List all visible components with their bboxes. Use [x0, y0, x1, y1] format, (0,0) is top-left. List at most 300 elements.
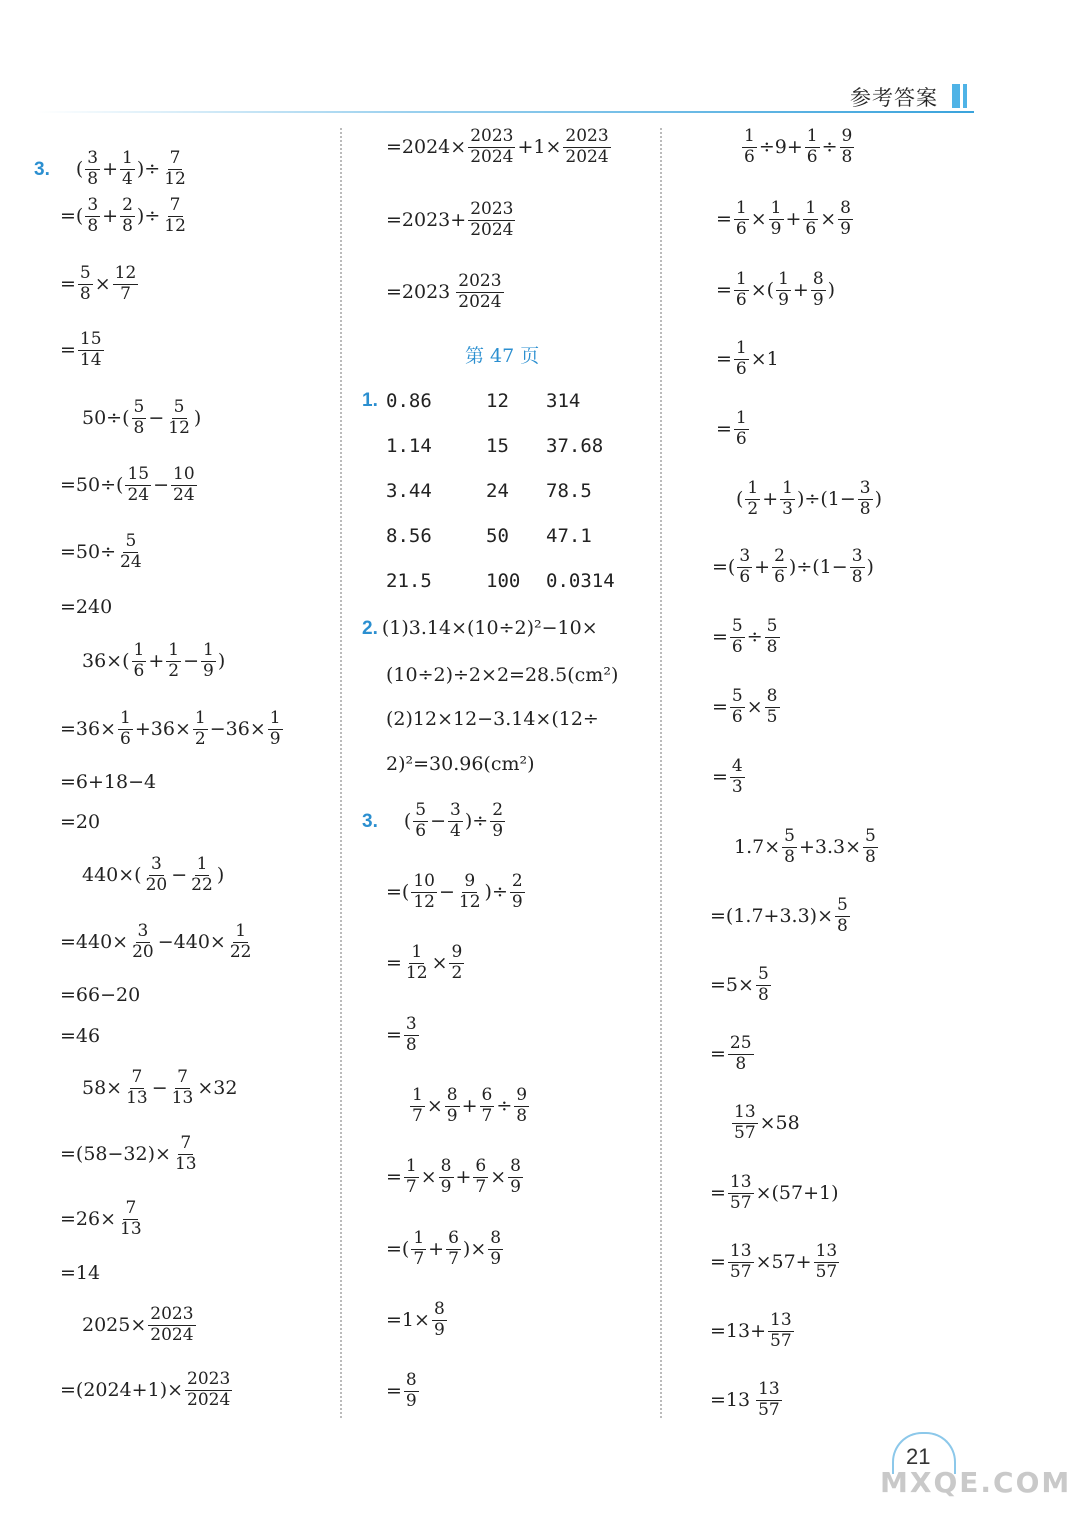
fraction-numerator: 3 — [851, 546, 863, 566]
fraction-denominator: 9 — [405, 1390, 417, 1411]
col1-line-7 — [60, 533, 146, 572]
fraction — [78, 265, 93, 304]
fraction-denominator: 57 — [729, 1192, 752, 1213]
math-text: = — [716, 278, 732, 301]
fraction-numerator: 1 — [411, 942, 423, 962]
fraction-denominator: 8 — [122, 215, 133, 236]
fraction-denominator: 5 — [766, 706, 778, 727]
fraction-numerator: 2023 — [565, 126, 609, 146]
math-text: )÷ — [136, 157, 161, 180]
math-text: =(1.7+3.3)× — [710, 904, 834, 927]
col3-line-6 — [736, 480, 882, 519]
fraction — [413, 802, 428, 841]
fraction-numerator: 1 — [747, 478, 759, 498]
math-text: 440×( — [82, 863, 142, 886]
fraction — [811, 271, 826, 310]
math-text: ×1 — [750, 347, 779, 370]
header-rule — [36, 111, 974, 113]
col3-line-4 — [716, 340, 779, 379]
col2-line-9 — [386, 1158, 525, 1197]
fraction-denominator: 12 — [168, 417, 190, 438]
col1-line-19 — [60, 1200, 146, 1239]
math-text: ) — [216, 863, 225, 886]
fraction — [734, 271, 749, 310]
fraction-denominator: 8 — [851, 566, 863, 587]
math-text: =1× — [386, 1308, 430, 1331]
math-text: = — [386, 1023, 402, 1046]
fraction-denominator: 57 — [729, 1261, 752, 1282]
fraction — [85, 197, 100, 236]
fraction-denominator: 6 — [133, 660, 145, 681]
math-text: = — [60, 272, 76, 295]
math-text: =50÷ — [60, 540, 117, 563]
fraction-numerator: 5 — [757, 964, 769, 984]
fraction-denominator: 57 — [758, 1399, 780, 1420]
fraction — [189, 856, 215, 895]
fraction-numerator: 7 — [169, 148, 181, 168]
fraction — [457, 873, 483, 912]
fraction-denominator: 6 — [120, 728, 131, 749]
page-number: 21 — [906, 1444, 931, 1469]
math-text: 1.7× — [734, 835, 781, 858]
fraction-numerator: 10 — [413, 871, 435, 891]
fraction-denominator: 8 — [784, 846, 795, 867]
fraction-denominator: 8 — [405, 1034, 417, 1055]
fraction — [730, 688, 745, 727]
fraction-numerator: 15 — [79, 329, 102, 349]
math-text: ( — [403, 809, 412, 832]
fraction-denominator: 8 — [516, 1105, 528, 1126]
fraction-denominator: 2 — [194, 728, 206, 749]
math-text: )÷(1− — [797, 487, 856, 510]
fraction-numerator: 3 — [137, 921, 149, 941]
math-text: ) — [193, 406, 202, 429]
math-text: ÷ — [496, 1094, 513, 1117]
table-cell: 15 — [486, 434, 509, 457]
fraction-denominator: 8 — [841, 146, 853, 167]
col3-line-14 — [710, 1035, 756, 1074]
math-text: × — [426, 1094, 443, 1117]
math-text: = — [716, 417, 732, 440]
q1-answer-table — [386, 378, 656, 603]
fraction — [805, 128, 820, 167]
fraction — [772, 548, 787, 587]
column-divider-1 — [340, 128, 342, 1418]
math-text: − — [183, 649, 200, 672]
col3-line-16 — [710, 1174, 839, 1213]
fraction-numerator: 3 — [405, 1014, 417, 1034]
fraction-denominator: 57 — [770, 1330, 792, 1351]
math-text: =50÷( — [60, 473, 124, 496]
math-text: ×32 — [197, 1076, 238, 1099]
fraction-numerator: 5 — [173, 397, 185, 417]
fraction-numerator: 3 — [450, 800, 461, 820]
fraction-denominator: 9 — [511, 891, 523, 912]
fraction-denominator: 24 — [120, 551, 142, 572]
fraction — [449, 944, 464, 983]
fraction — [173, 1135, 199, 1174]
fraction — [728, 1174, 754, 1213]
fraction-numerator: 1 — [405, 1156, 417, 1176]
fraction-denominator: 7 — [448, 1248, 459, 1269]
math-text: + — [754, 555, 771, 578]
fraction-numerator: 3 — [859, 478, 871, 498]
col3-line-9 — [712, 688, 782, 727]
fraction-denominator: 2 — [168, 660, 180, 681]
col1-line-10 — [60, 710, 285, 749]
fraction-numerator: 6 — [448, 1228, 459, 1248]
fraction — [732, 1104, 758, 1143]
fraction-numerator: 3 — [739, 546, 751, 566]
fraction-denominator: 2 — [747, 498, 759, 519]
col1-line-16: =46 — [60, 1025, 101, 1047]
col1-line-4 — [60, 331, 106, 370]
fraction-numerator: 9 — [841, 126, 853, 146]
fraction-denominator: 6 — [735, 428, 747, 449]
fraction-numerator: 8 — [812, 269, 824, 289]
col3-line-15 — [730, 1104, 800, 1143]
fraction — [404, 1372, 419, 1411]
q2-line-4: 2)²=30.96(cm²) — [386, 753, 535, 775]
table-cell: 50 — [486, 524, 509, 547]
fraction-denominator: 9 — [269, 728, 281, 749]
table-cell: 78.5 — [546, 479, 592, 502]
fraction — [120, 197, 135, 236]
fraction — [113, 265, 139, 304]
fraction — [756, 1381, 782, 1420]
fraction-denominator: 57 — [815, 1261, 838, 1282]
math-text: = — [710, 1042, 726, 1065]
table-row — [386, 423, 656, 468]
fraction-denominator: 6 — [744, 146, 755, 167]
math-text: ) — [217, 649, 226, 672]
fraction-denominator: 9 — [492, 820, 504, 841]
col3-line-7 — [712, 548, 874, 587]
math-text: ×57+ — [755, 1250, 812, 1273]
math-text: × — [490, 1165, 507, 1188]
fraction — [432, 1301, 447, 1340]
math-text: =(58−32)× — [60, 1142, 171, 1165]
fraction-denominator: 22 — [229, 941, 252, 962]
fraction — [734, 410, 749, 449]
fraction — [166, 399, 192, 438]
fraction-numerator: 1 — [735, 338, 747, 358]
math-text: = — [712, 625, 728, 648]
math-text: =2023 — [386, 280, 451, 303]
fraction-numerator: 6 — [475, 1156, 487, 1176]
math-text: − — [151, 1076, 168, 1099]
fraction — [510, 873, 525, 912]
fraction-numerator: 8 — [490, 1228, 502, 1248]
fraction-denominator: 13 — [126, 1087, 148, 1108]
col1-line-12: =20 — [60, 811, 101, 833]
fraction-numerator: 3 — [87, 148, 99, 168]
table-cell: 47.1 — [546, 524, 592, 547]
math-text: )÷ — [464, 809, 489, 832]
fraction — [765, 688, 780, 727]
fraction-numerator: 5 — [766, 616, 778, 636]
math-text: )÷ — [136, 204, 161, 227]
col2-line-5 — [386, 873, 527, 912]
col1-line-8: =240 — [60, 596, 113, 618]
fraction-denominator: 24 — [127, 484, 150, 505]
fraction — [490, 802, 505, 841]
fraction-denominator: 12 — [164, 168, 186, 189]
math-text: − — [148, 406, 165, 429]
math-text: 50÷( — [82, 406, 130, 429]
fraction-numerator: 7 — [131, 1067, 143, 1087]
col2-line-3 — [386, 273, 506, 312]
col1-line-3 — [60, 265, 140, 304]
fraction-numerator: 8 — [840, 198, 851, 218]
fraction — [125, 466, 151, 505]
math-text: + — [455, 1165, 472, 1188]
fraction-denominator: 2024 — [470, 219, 514, 240]
fraction-denominator: 8 — [859, 498, 871, 519]
math-text: =26× — [60, 1207, 117, 1230]
math-text: 1. — [362, 390, 378, 411]
fraction-numerator: 12 — [114, 263, 137, 283]
fraction-denominator: 6 — [735, 218, 747, 239]
fraction — [162, 197, 188, 236]
col1-line-11: =6+18−4 — [60, 771, 157, 793]
math-text: + — [461, 1094, 478, 1117]
fraction — [734, 200, 749, 239]
math-text: ( — [75, 157, 84, 180]
fraction — [78, 331, 104, 370]
table-cell: 1.14 — [386, 434, 432, 457]
fraction-numerator: 5 — [79, 263, 91, 283]
fraction-denominator: 20 — [145, 874, 168, 895]
fraction — [404, 1158, 419, 1197]
fraction-denominator: 6 — [415, 820, 427, 841]
math-text: = — [716, 207, 732, 230]
fraction-numerator: 1 — [744, 126, 755, 146]
col3-line-17 — [710, 1243, 841, 1282]
fraction-denominator: 22 — [191, 874, 213, 895]
math-text: ×58 — [759, 1111, 800, 1134]
fraction — [170, 1069, 196, 1108]
math-text: 2025× — [82, 1313, 147, 1336]
math-text: )× — [462, 1237, 487, 1260]
fraction-denominator: 20 — [132, 941, 154, 962]
header-title: 参考答案 — [850, 86, 938, 110]
table-row — [386, 468, 656, 513]
fraction — [148, 1306, 195, 1345]
math-text: × — [746, 695, 763, 718]
fraction-numerator: 5 — [731, 686, 743, 706]
page-header — [0, 0, 1036, 120]
col2-line-4 — [362, 802, 507, 841]
math-text: ) — [874, 487, 883, 510]
fraction — [132, 642, 147, 681]
math-text: − — [438, 880, 455, 903]
fraction-denominator: 7 — [413, 1248, 425, 1269]
section-title-page-47: 第 47 页 — [465, 345, 540, 367]
fraction-numerator: 2023 — [470, 126, 514, 146]
fraction-denominator: 57 — [734, 1122, 756, 1143]
fraction — [765, 618, 780, 657]
fraction-denominator: 8 — [735, 1053, 747, 1074]
col3-line-1 — [740, 128, 856, 167]
table-row — [386, 558, 656, 603]
fraction-numerator: 8 — [440, 1156, 452, 1176]
fraction — [456, 273, 503, 312]
table-row — [386, 513, 656, 558]
fraction-denominator: 13 — [171, 1087, 194, 1108]
fraction-numerator: 2 — [511, 871, 523, 891]
fraction — [473, 1158, 488, 1197]
fraction — [514, 1087, 529, 1126]
math-text: =2023+ — [386, 208, 467, 231]
table-cell: 0.0314 — [546, 569, 615, 592]
fraction — [769, 200, 784, 239]
fraction-denominator: 9 — [778, 289, 789, 310]
fraction — [468, 128, 515, 167]
fraction-denominator: 6 — [805, 218, 817, 239]
col2-line-8 — [408, 1087, 531, 1126]
fraction — [814, 1243, 840, 1282]
fraction — [756, 966, 771, 1005]
fraction — [118, 710, 133, 749]
fraction-numerator: 8 — [766, 686, 778, 706]
math-text: + — [762, 487, 779, 510]
fraction-denominator: 24 — [173, 484, 195, 505]
fraction — [445, 1087, 460, 1126]
fraction-denominator: 2024 — [565, 146, 609, 167]
fraction-numerator: 2023 — [458, 271, 502, 291]
header-accent-bar — [952, 84, 960, 108]
col1-line-9 — [82, 642, 225, 681]
fraction-denominator: 9 — [203, 660, 214, 681]
math-text: = — [60, 338, 76, 361]
math-text: = — [712, 695, 728, 718]
fraction-numerator: 7 — [169, 195, 181, 215]
math-text: ×( — [750, 278, 775, 301]
fraction — [404, 944, 430, 983]
math-text: = — [386, 951, 402, 974]
table-cell: 12 — [486, 389, 509, 412]
math-text: =13 — [710, 1388, 751, 1411]
math-text: − — [171, 863, 188, 886]
fraction-denominator: 7 — [475, 1176, 487, 1197]
fraction — [737, 548, 752, 587]
fraction-numerator: 1 — [196, 854, 208, 874]
fraction-numerator: 7 — [125, 1198, 137, 1218]
fraction — [268, 710, 283, 749]
math-text: − — [430, 809, 447, 832]
fraction — [162, 150, 188, 189]
fraction-denominator: 6 — [731, 636, 743, 657]
q2-line-3: (2)12×12−3.14×(12÷ — [386, 708, 599, 730]
fraction — [118, 533, 144, 572]
math-text: 3. — [362, 810, 378, 832]
fraction — [130, 923, 156, 962]
fraction — [144, 856, 170, 895]
fraction-numerator: 2023 — [150, 1304, 194, 1324]
fraction-numerator: 5 — [865, 826, 876, 846]
math-text: +1× — [517, 135, 562, 158]
fraction-denominator: 2024 — [470, 146, 514, 167]
math-text: +36× — [134, 717, 191, 740]
fraction-denominator: 6 — [735, 289, 747, 310]
fraction-numerator: 13 — [729, 1172, 752, 1192]
math-text: )÷(1− — [788, 555, 848, 578]
math-text: = — [386, 1165, 402, 1188]
fraction — [410, 1087, 425, 1126]
table-row — [386, 378, 656, 423]
fraction — [728, 1243, 754, 1282]
math-text: 58× — [82, 1076, 123, 1099]
col2-line-2 — [386, 201, 517, 240]
q2-line-2: (10÷2)÷2×2=28.5(cm²) — [386, 664, 619, 686]
col2-line-1 — [386, 128, 613, 167]
fraction-numerator: 5 — [415, 800, 427, 820]
fraction-numerator: 1 — [735, 198, 747, 218]
math-text: +3.3× — [798, 835, 862, 858]
fraction — [446, 1230, 461, 1269]
fraction — [734, 340, 749, 379]
fraction — [404, 1016, 419, 1055]
table-cell: 8.56 — [386, 524, 432, 547]
fraction-numerator: 1 — [168, 640, 180, 660]
fraction-numerator: 1 — [203, 640, 214, 660]
math-text: + — [785, 207, 802, 230]
fraction-denominator: 3 — [782, 498, 793, 519]
q1-label — [362, 391, 382, 410]
fraction-denominator: 12 — [164, 215, 186, 236]
fraction-denominator: 4 — [122, 168, 133, 189]
header-accent-bar-thin — [963, 84, 967, 108]
col2-line-10 — [386, 1230, 505, 1269]
fraction-denominator: 13 — [120, 1218, 142, 1239]
fraction-numerator: 15 — [127, 464, 150, 484]
fraction-numerator: 1 — [778, 269, 789, 289]
fraction — [768, 1312, 794, 1351]
col1-line-22 — [60, 1371, 234, 1410]
math-text: =5× — [710, 973, 754, 996]
math-text: (1)3.14×(10÷2)²−10× — [381, 617, 598, 639]
col2-line-7 — [386, 1016, 421, 1055]
fraction-numerator: 1 — [735, 269, 747, 289]
fraction-numerator: 5 — [133, 397, 145, 417]
fraction-numerator: 2 — [122, 195, 133, 215]
math-text: = — [710, 1181, 726, 1204]
fraction-denominator: 6 — [739, 566, 751, 587]
fraction-denominator: 9 — [840, 218, 851, 239]
math-text: −36× — [209, 717, 266, 740]
fraction-numerator: 4 — [731, 756, 743, 776]
math-text: ÷ — [821, 135, 838, 158]
col1-line-13 — [82, 856, 224, 895]
fraction — [782, 828, 797, 867]
fraction-numerator: 9 — [464, 871, 476, 891]
fraction-denominator: 8 — [766, 636, 778, 657]
fraction — [776, 271, 791, 310]
fraction-numerator: 3 — [87, 195, 99, 215]
fraction-denominator: 8 — [87, 215, 99, 236]
fraction-denominator: 9 — [510, 1176, 521, 1197]
col3-line-3 — [716, 271, 835, 310]
math-text: ) — [866, 555, 874, 578]
fraction-numerator: 5 — [125, 531, 137, 551]
fraction-denominator: 12 — [405, 962, 428, 983]
fraction — [488, 1230, 503, 1269]
math-text: =440× — [60, 930, 129, 953]
fraction-denominator: 7 — [120, 283, 131, 304]
fraction — [858, 480, 873, 519]
fraction-numerator: 13 — [729, 1241, 752, 1261]
